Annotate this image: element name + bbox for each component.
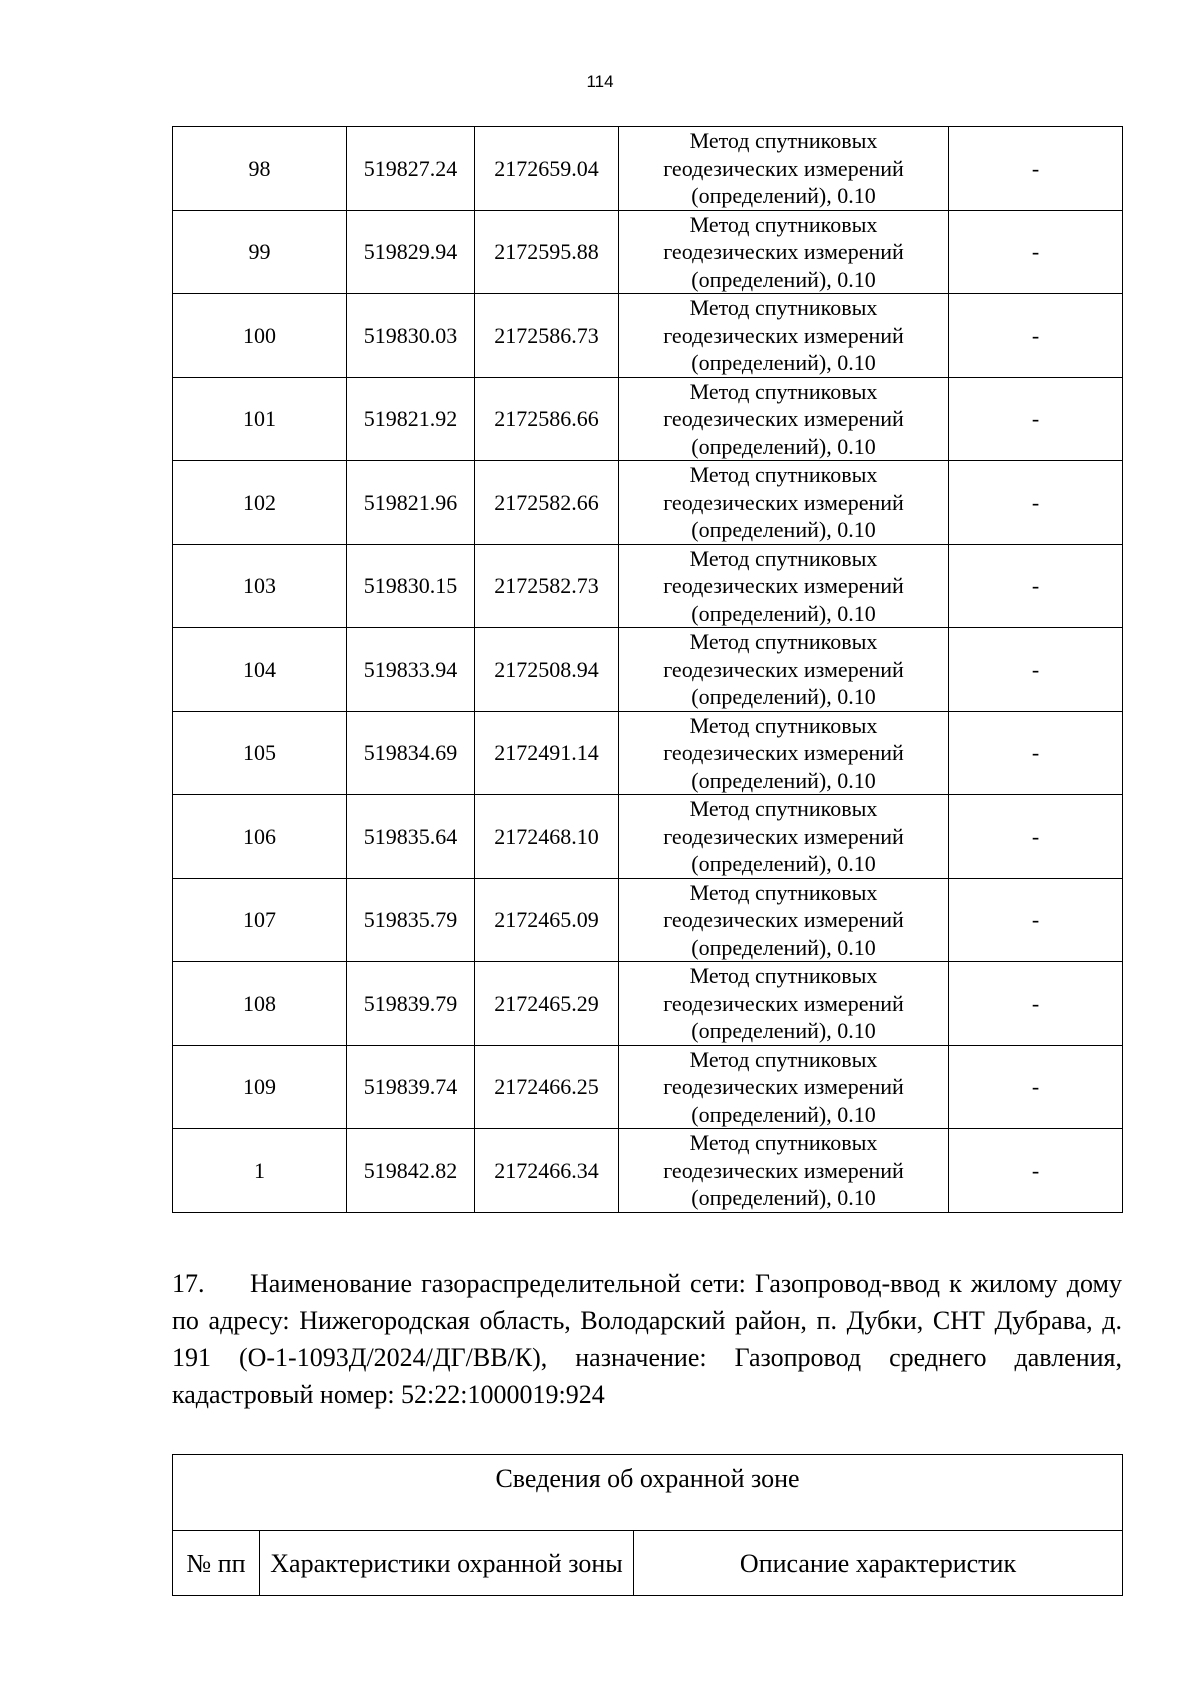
y-coordinate-cell: 2172659.04 — [475, 127, 619, 211]
section-text: Наименование газораспределительной сети: Газопровод-ввод к жилому дому по адресу: Нижегородская область, Володарский район, п. Дубки, СНТ Дубрава, д. 191 (О-1-1093Д/2024/ДГ/ВВ/К), назначение: Газопровод среднего давления, кадастровый номер: 52:22:1000019:924 — [172, 1269, 1122, 1409]
x-coordinate-cell: 519821.92 — [347, 377, 475, 461]
method-cell — [619, 377, 949, 461]
method-line: (определений), 0.10 — [691, 1185, 876, 1210]
table-row — [173, 711, 1123, 795]
table-row — [173, 461, 1123, 545]
coordinates-table — [172, 126, 1123, 1213]
method-line: Метод спутниковых — [689, 1130, 878, 1155]
y-coordinate-cell: 2172466.34 — [475, 1129, 619, 1213]
method-cell — [619, 1129, 949, 1213]
method-cell — [619, 544, 949, 628]
method-line: геодезических измерений — [663, 823, 904, 849]
table-row — [173, 294, 1123, 378]
method-cell — [619, 1045, 949, 1129]
method-line: (определений), 0.10 — [691, 350, 876, 375]
x-coordinate-cell: 519829.94 — [347, 210, 475, 294]
x-coordinate-cell: 519830.15 — [347, 544, 475, 628]
x-coordinate-cell: 519834.69 — [347, 711, 475, 795]
method-cell — [619, 628, 949, 712]
method-line: геодезических измерений — [663, 155, 904, 181]
method-line: Метод спутниковых — [689, 295, 878, 320]
table-row — [173, 628, 1123, 712]
note-cell: - — [949, 127, 1123, 211]
method-line: (определений), 0.10 — [691, 183, 876, 208]
point-number-cell: 102 — [173, 461, 347, 545]
y-coordinate-cell: 2172582.66 — [475, 461, 619, 545]
method-line: Метод спутниковых — [689, 629, 878, 654]
x-coordinate-cell: 519835.64 — [347, 795, 475, 879]
note-cell: - — [949, 294, 1123, 378]
method-line: (определений), 0.10 — [691, 600, 876, 626]
point-number-cell: 98 — [173, 127, 347, 211]
x-coordinate-cell: 519833.94 — [347, 628, 475, 712]
x-coordinate-cell: 519842.82 — [347, 1129, 475, 1213]
method-line: геодезических измерений — [663, 322, 904, 348]
section-17-paragraph — [172, 1265, 1122, 1413]
table-row — [173, 878, 1123, 962]
x-coordinate-cell: 519839.79 — [347, 962, 475, 1046]
table-row — [173, 377, 1123, 461]
x-coordinate-cell: 519821.96 — [347, 461, 475, 545]
method-line: геодезических измерений — [663, 239, 904, 264]
point-number-cell: 103 — [173, 544, 347, 628]
x-coordinate-cell: 519827.24 — [347, 127, 475, 211]
point-number-cell: 107 — [173, 878, 347, 962]
y-coordinate-cell: 2172582.73 — [475, 544, 619, 628]
table-row — [173, 127, 1123, 211]
point-number-cell: 106 — [173, 795, 347, 879]
method-line: (определений), 0.10 — [691, 266, 876, 292]
method-line: геодезических измерений — [663, 990, 904, 1016]
x-coordinate-cell: 519830.03 — [347, 294, 475, 378]
note-cell: - — [949, 711, 1123, 795]
y-coordinate-cell: 2172508.94 — [475, 628, 619, 712]
y-coordinate-cell: 2172491.14 — [475, 711, 619, 795]
method-line: Метод спутниковых — [689, 462, 878, 487]
point-number-cell: 105 — [173, 711, 347, 795]
point-number-cell: 101 — [173, 377, 347, 461]
method-line: геодезических измерений — [663, 1157, 904, 1183]
method-line: Метод спутниковых — [689, 796, 878, 821]
zone-col-characteristics-header: Характеристики охранной зоны — [260, 1531, 634, 1596]
point-number-cell: 99 — [173, 210, 347, 294]
note-cell: - — [949, 1045, 1123, 1129]
method-line: Метод спутниковых — [689, 1046, 878, 1072]
point-number-cell: 104 — [173, 628, 347, 712]
point-number-cell: 1 — [173, 1129, 347, 1213]
y-coordinate-cell: 2172466.25 — [475, 1045, 619, 1129]
point-number-cell: 100 — [173, 294, 347, 378]
method-line: Метод спутниковых — [689, 378, 878, 404]
table-row — [173, 1045, 1123, 1129]
note-cell: - — [949, 210, 1123, 294]
y-coordinate-cell: 2172465.09 — [475, 878, 619, 962]
method-cell — [619, 294, 949, 378]
table-row — [173, 210, 1123, 294]
method-line: Метод спутниковых — [689, 545, 878, 571]
point-number-cell: 108 — [173, 962, 347, 1046]
y-coordinate-cell: 2172468.10 — [475, 795, 619, 879]
note-cell: - — [949, 461, 1123, 545]
method-line: (определений), 0.10 — [691, 1018, 876, 1043]
method-line: Метод спутниковых — [689, 211, 878, 237]
method-line: геодезических измерений — [663, 489, 904, 515]
method-line: Метод спутниковых — [689, 128, 878, 153]
note-cell: - — [949, 878, 1123, 962]
method-line: геодезических измерений — [663, 740, 904, 765]
y-coordinate-cell: 2172595.88 — [475, 210, 619, 294]
method-line: геодезических измерений — [663, 406, 904, 431]
method-cell — [619, 962, 949, 1046]
method-cell — [619, 461, 949, 545]
method-line: (определений), 0.10 — [691, 767, 876, 793]
table-row — [173, 544, 1123, 628]
method-line: (определений), 0.10 — [691, 1101, 876, 1127]
method-line: геодезических измерений — [663, 656, 904, 682]
method-line: геодезических измерений — [663, 907, 904, 932]
method-cell — [619, 711, 949, 795]
table-row — [173, 1129, 1123, 1213]
zone-table-title: Сведения об охранной зоне — [173, 1455, 1123, 1531]
method-line: геодезических измерений — [663, 1074, 904, 1099]
method-line: (определений), 0.10 — [691, 851, 876, 876]
method-line: Метод спутниковых — [689, 712, 878, 738]
method-cell — [619, 210, 949, 294]
method-cell — [619, 795, 949, 879]
page-number: 114 — [586, 72, 614, 91]
note-cell: - — [949, 962, 1123, 1046]
section-number: 17. — [172, 1269, 205, 1298]
table-row — [173, 962, 1123, 1046]
note-cell: - — [949, 377, 1123, 461]
method-line: (определений), 0.10 — [691, 433, 876, 459]
method-line: (определений), 0.10 — [691, 517, 876, 542]
x-coordinate-cell: 519835.79 — [347, 878, 475, 962]
zone-col-number-header: № пп — [173, 1531, 260, 1596]
y-coordinate-cell: 2172465.29 — [475, 962, 619, 1046]
method-cell — [619, 878, 949, 962]
method-line: (определений), 0.10 — [691, 934, 876, 960]
point-number-cell: 109 — [173, 1045, 347, 1129]
note-cell: - — [949, 795, 1123, 879]
method-line: Метод спутниковых — [689, 879, 878, 905]
note-cell: - — [949, 628, 1123, 712]
zone-col-description-header: Описание характеристик — [634, 1531, 1123, 1596]
note-cell: - — [949, 544, 1123, 628]
protection-zone-table — [172, 1454, 1123, 1596]
method-line: геодезических измерений — [663, 573, 904, 598]
table-row — [173, 795, 1123, 879]
method-cell — [619, 127, 949, 211]
x-coordinate-cell: 519839.74 — [347, 1045, 475, 1129]
method-line: Метод спутниковых — [689, 963, 878, 988]
y-coordinate-cell: 2172586.73 — [475, 294, 619, 378]
y-coordinate-cell: 2172586.66 — [475, 377, 619, 461]
method-line: (определений), 0.10 — [691, 684, 876, 709]
note-cell: - — [949, 1129, 1123, 1213]
